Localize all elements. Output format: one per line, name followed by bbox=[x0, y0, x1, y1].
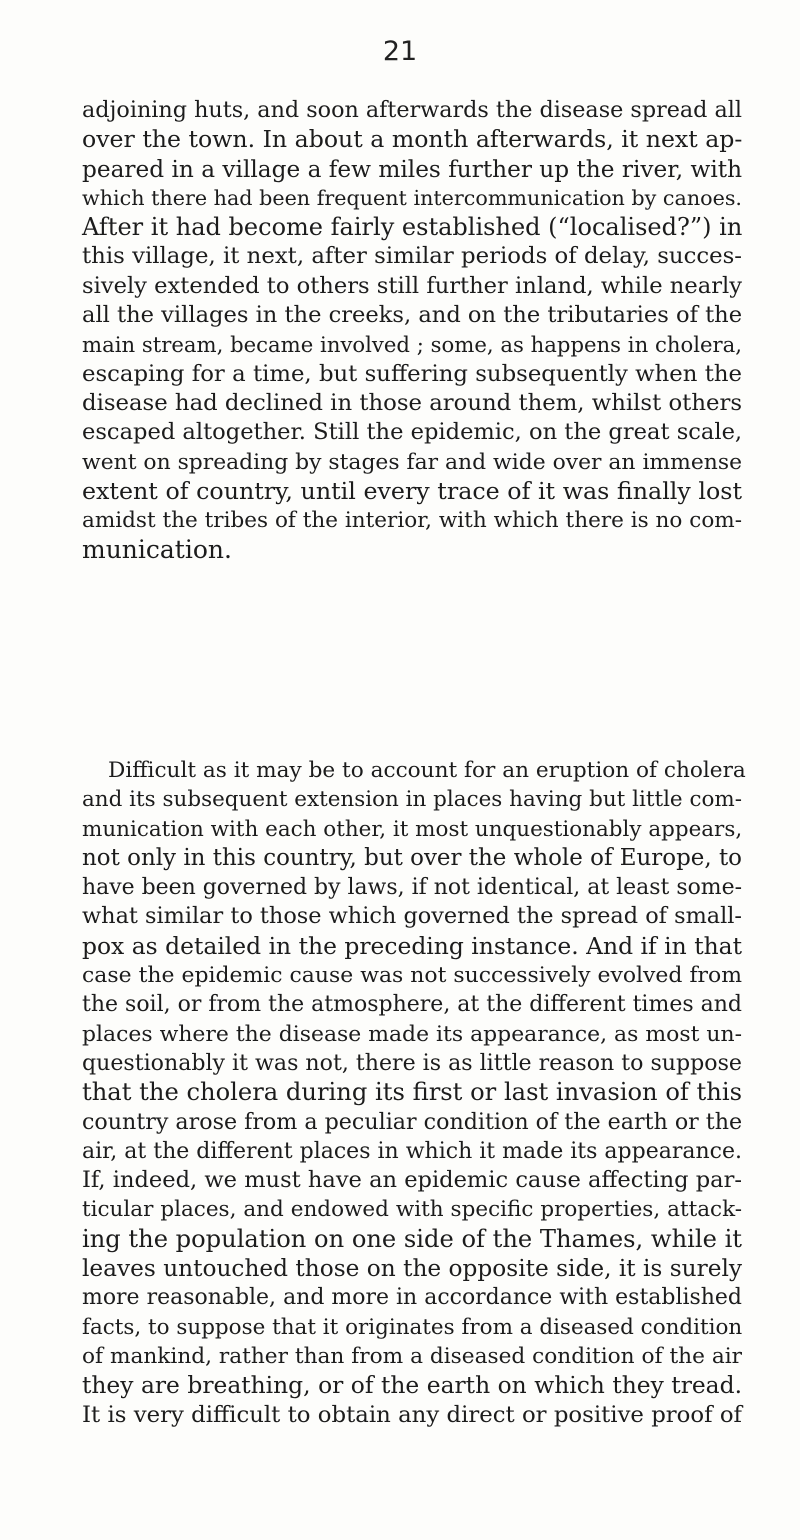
text-line: ing the population on one side of the Thames, while it bbox=[82, 1224, 742, 1253]
text-line: country arose from a peculiar condition of the earth or the bbox=[82, 1108, 743, 1135]
text-line: ticular places, and endowed with specific properties, attack- bbox=[82, 1197, 742, 1223]
text-line: sively extended to others still further inland, while nearly bbox=[82, 272, 742, 299]
text-line: of mankind, rather than from a diseased condition of the air bbox=[82, 1343, 742, 1369]
text-line: and its subsequent extension in places having but little com- bbox=[82, 787, 742, 813]
text-line: which there had been frequent intercommunication by canoes. bbox=[82, 185, 742, 210]
text-line: went on spreading by stages far and wide over an immense bbox=[82, 449, 742, 475]
text-line: escaping for a time, but suffering subsequently when the bbox=[82, 360, 742, 387]
text-line: pox as detailed in the preceding instance. And if in that bbox=[82, 931, 742, 960]
text-line: this village, it next, after similar periods of delay, succes- bbox=[82, 243, 742, 270]
text-line: places where the disease made its appearance, as most un- bbox=[82, 1021, 742, 1047]
text-line: main stream, became involved ; some, as happens in cholera, bbox=[82, 332, 742, 358]
text-line: the soil, or from the atmosphere, at the different times and bbox=[82, 992, 742, 1018]
text-line: If, indeed, we must have an epidemic cause affecting par- bbox=[82, 1167, 742, 1194]
text-line: munication with each other, it most unquestionably appears, bbox=[82, 816, 743, 842]
text-line: over the town. In about a month afterwards, it next ap- bbox=[82, 125, 743, 154]
text-line: have been governed by laws, if not identical, at least some- bbox=[82, 875, 742, 901]
text-line: they are breathing, or of the earth on which they tread. bbox=[82, 1371, 742, 1400]
text-line: more reasonable, and more in accordance with established bbox=[82, 1285, 742, 1311]
paragraph-2 bbox=[82, 756, 746, 1430]
text-line: After it had become fairly established (“localised?”) in bbox=[82, 213, 743, 242]
text-line: adjoining huts, and soon afterwards the disease spread all bbox=[82, 97, 743, 123]
text-line: leaves untouched those on the opposite side, it is surely bbox=[82, 1255, 743, 1283]
text-line: not only in this country, but over the whole of Europe, to bbox=[82, 844, 742, 871]
text-line: questionably it was not, there is as little reason to suppose bbox=[82, 1049, 742, 1076]
text-line: escaped altogether. Still the epidemic, on the great scale, bbox=[82, 419, 743, 446]
text-line: disease had declined in those around them, whilst others bbox=[82, 389, 742, 416]
page-number: 21 bbox=[382, 36, 418, 67]
text-line: munication. bbox=[82, 535, 232, 565]
text-line: Difficult as it may be to account for an eruption of cholera bbox=[108, 758, 746, 783]
text-line: air, at the different places in which it made its appearance. bbox=[82, 1138, 742, 1164]
text-line: facts, to suppose that it originates from a diseased condition bbox=[82, 1314, 743, 1340]
paragraph-1 bbox=[82, 96, 742, 565]
text-line: extent of country, until every trace of it was finally lost bbox=[82, 476, 742, 505]
text-line: all the villages in the creeks, and on the tributaries of the bbox=[82, 302, 743, 329]
text-line: case the epidemic cause was not successively evolved from bbox=[82, 963, 742, 989]
text-line: peared in a village a few miles further up the river, with bbox=[82, 155, 743, 183]
text-line: It is very difficult to obtain any direct or positive proof of bbox=[82, 1401, 742, 1428]
text-line: amidst the tribes of the interior, with which there is no com- bbox=[82, 508, 742, 534]
text-line: what similar to those which governed the spread of small- bbox=[82, 903, 742, 930]
text-line: that the cholera during its first or last invasion of this bbox=[82, 1078, 742, 1107]
